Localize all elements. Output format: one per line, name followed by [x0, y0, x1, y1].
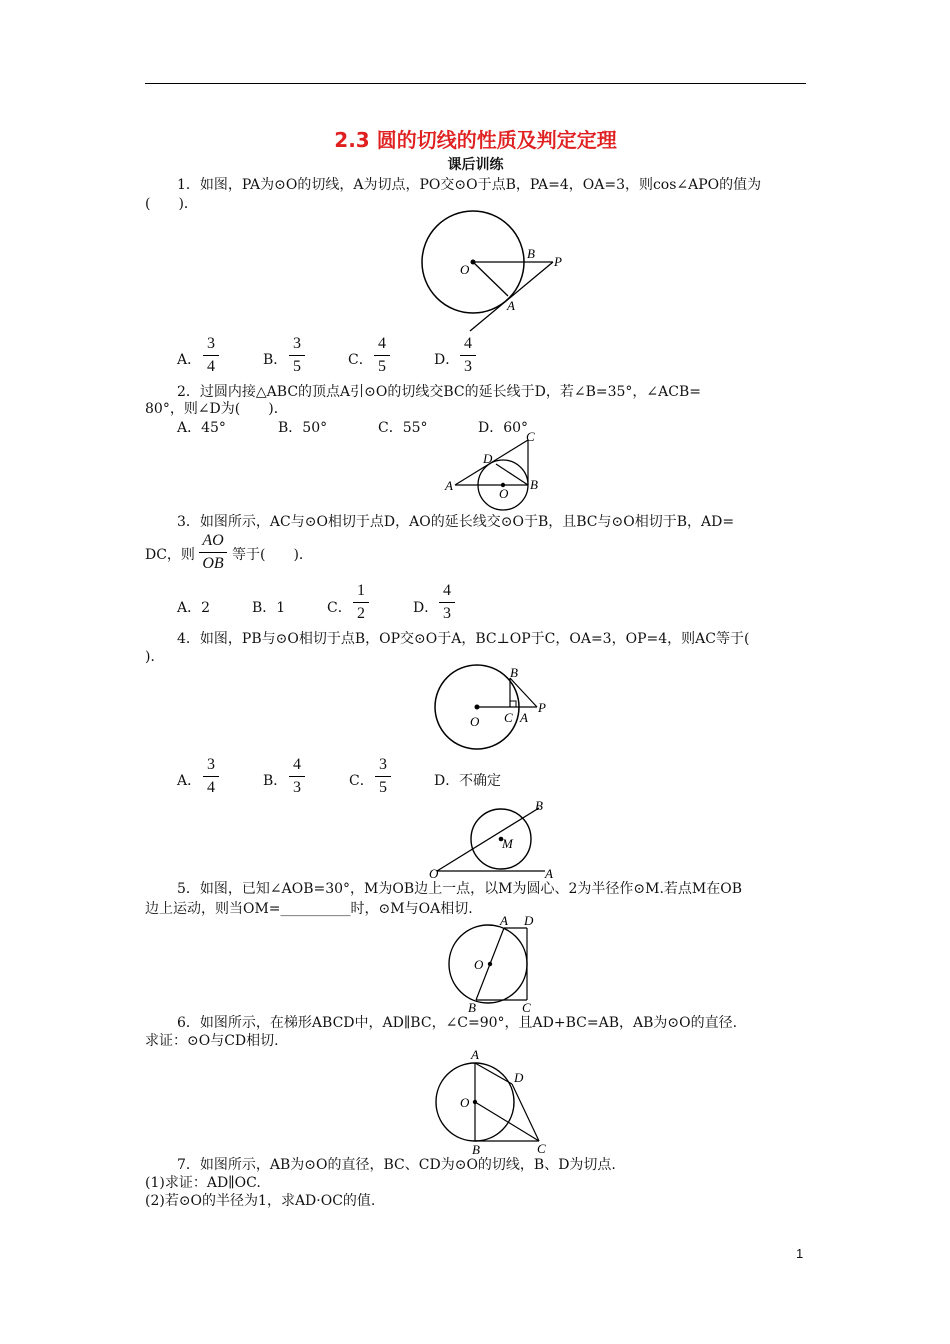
q4-stem-line1: 4．如图，PB与⊙O相切于点B，OP交⊙O于A，BC⊥OP于C，OA=3，OP=4，则AC等于( [177, 631, 750, 647]
q4-option-d: 不确定 [459, 773, 501, 789]
q1-stem-line1: 1．如图，PA为⊙O的切线，A为切点，PO交⊙O于点B，PA=4，OA=3，则cos∠APO的值为 [177, 177, 762, 193]
q2-label-d: D [483, 451, 493, 466]
q3-option-d: 4 3 [436, 580, 458, 625]
q2-stem-line1: 2．过圆内接△ABC的顶点A引⊙O的切线交BC的延长线于D，若∠B=35°，∠ACB= [177, 384, 701, 400]
page-title: 2.3 圆的切线的性质及判定定理 [334, 128, 617, 152]
q6-label-a: A [500, 913, 508, 928]
q1-stem-line2: ( )． [145, 196, 198, 212]
q3-option-b: B．1 [252, 600, 286, 616]
q5-label-o: O [429, 866, 439, 881]
q5-figure [425, 798, 565, 883]
q4-stem-line2: )． [145, 649, 165, 665]
q4-label-c: C [504, 710, 513, 725]
q7-label-d: D [514, 1070, 524, 1085]
q7-figure [430, 1045, 560, 1157]
q1-option-b-letter: B． [263, 352, 288, 368]
q2-label-b: B [530, 477, 538, 492]
q3-stem-line2-post: 等于( )． [232, 547, 313, 563]
q1-label-p: P [554, 254, 562, 269]
q3-option-d-letter: D． [413, 600, 439, 616]
q4-option-d-letter: D． [434, 773, 460, 789]
q1-figure [410, 208, 580, 333]
q4-label-o: O [470, 714, 480, 729]
q1-option-a: 3 4 [200, 333, 222, 378]
q1-option-d: 4 3 [457, 333, 479, 378]
q2-figure [440, 428, 550, 503]
q7-part1: (1)求证：AD∥OC. [145, 1175, 261, 1191]
q4-label-p: P [538, 700, 546, 715]
q3-ratio-fraction: AO OB [196, 530, 230, 575]
q7-label-b: B [472, 1142, 480, 1157]
q7-label-c: C [537, 1141, 546, 1156]
q3-stem-line1: 3．如图所示，AC与⊙O相切于点D，AO的延长线交⊙O于B，且BC与⊙O相切于B，AD= [177, 514, 735, 530]
q4-figure [430, 660, 560, 760]
header-rule [145, 83, 806, 84]
q2-label-o: O [499, 486, 509, 501]
q3-stem-line2-pre: DC，则 [145, 547, 195, 563]
q2-option-b: B．50° [278, 420, 328, 436]
q6-stem-line1: 6．如图所示，在梯形ABCD中，AD∥BC，∠C=90°，且AD+BC=AB，AB为⊙O的直径. [177, 1015, 738, 1031]
q4-option-a-letter: A． [177, 773, 202, 789]
q1-option-a-letter: A． [177, 352, 202, 368]
q1-label-a: A [507, 298, 515, 313]
q4-option-c-letter: C． [349, 773, 374, 789]
page-subtitle: 课后训练 [447, 157, 504, 173]
q6-label-d: D [524, 913, 534, 928]
page-number: 1 [796, 1246, 804, 1261]
q4-option-c: 3 5 [372, 754, 394, 799]
q1-label-b: B [527, 246, 535, 261]
q6-stem-line2: 求证：⊙O与CD相切. [145, 1033, 279, 1049]
q6-label-c: C [522, 1000, 531, 1015]
q1-label-o: O [460, 262, 470, 277]
q1-option-c-letter: C． [348, 352, 373, 368]
q2-stem-line2: 80°，则∠D为( )． [145, 401, 288, 417]
q5-label-b: B [535, 798, 543, 813]
q4-option-a: 3 4 [200, 754, 222, 799]
q1-option-b: 3 5 [286, 333, 308, 378]
q4-option-b-letter: B． [263, 773, 288, 789]
q2-label-a: A [445, 478, 453, 493]
q5-stem-line1: 5．如图，已知∠AOB=30°，M为OB边上一点，以M为圆心、2为半径作⊙M.若点M在OB [177, 881, 743, 897]
q5-stem-line2: 边上运动，则当OM=__________时，⊙M与OA相切. [145, 901, 473, 917]
q6-label-b: B [468, 1000, 476, 1015]
q6-figure [440, 912, 540, 1017]
q5-label-m: M [502, 836, 513, 851]
q1-option-c: 4 5 [371, 333, 393, 378]
q7-part2: (2)若⊙O的半径为1，求AD·OC的值. [145, 1193, 376, 1209]
q2-option-c: C．55° [378, 420, 428, 436]
q7-label-o: O [460, 1095, 470, 1110]
q6-label-o: O [474, 957, 484, 972]
q4-label-b: B [510, 665, 518, 680]
q3-option-a: A．2 [177, 600, 211, 616]
q1-option-d-letter: D． [434, 352, 460, 368]
q7-stem-line1: 7．如图所示，AB为⊙O的直径，BC、CD为⊙O的切线，B、D为切点. [177, 1157, 616, 1173]
q3-option-c-letter: C． [327, 600, 352, 616]
q7-label-a: A [471, 1047, 479, 1062]
q5-label-a: A [545, 866, 553, 881]
q2-option-a: A．45° [177, 420, 226, 436]
q4-option-b: 4 3 [286, 754, 308, 799]
q4-label-a: A [520, 710, 528, 725]
q3-option-c: 1 2 [350, 580, 372, 625]
q2-label-c: C [526, 429, 535, 444]
q2-option-d: D．60° [478, 420, 529, 436]
